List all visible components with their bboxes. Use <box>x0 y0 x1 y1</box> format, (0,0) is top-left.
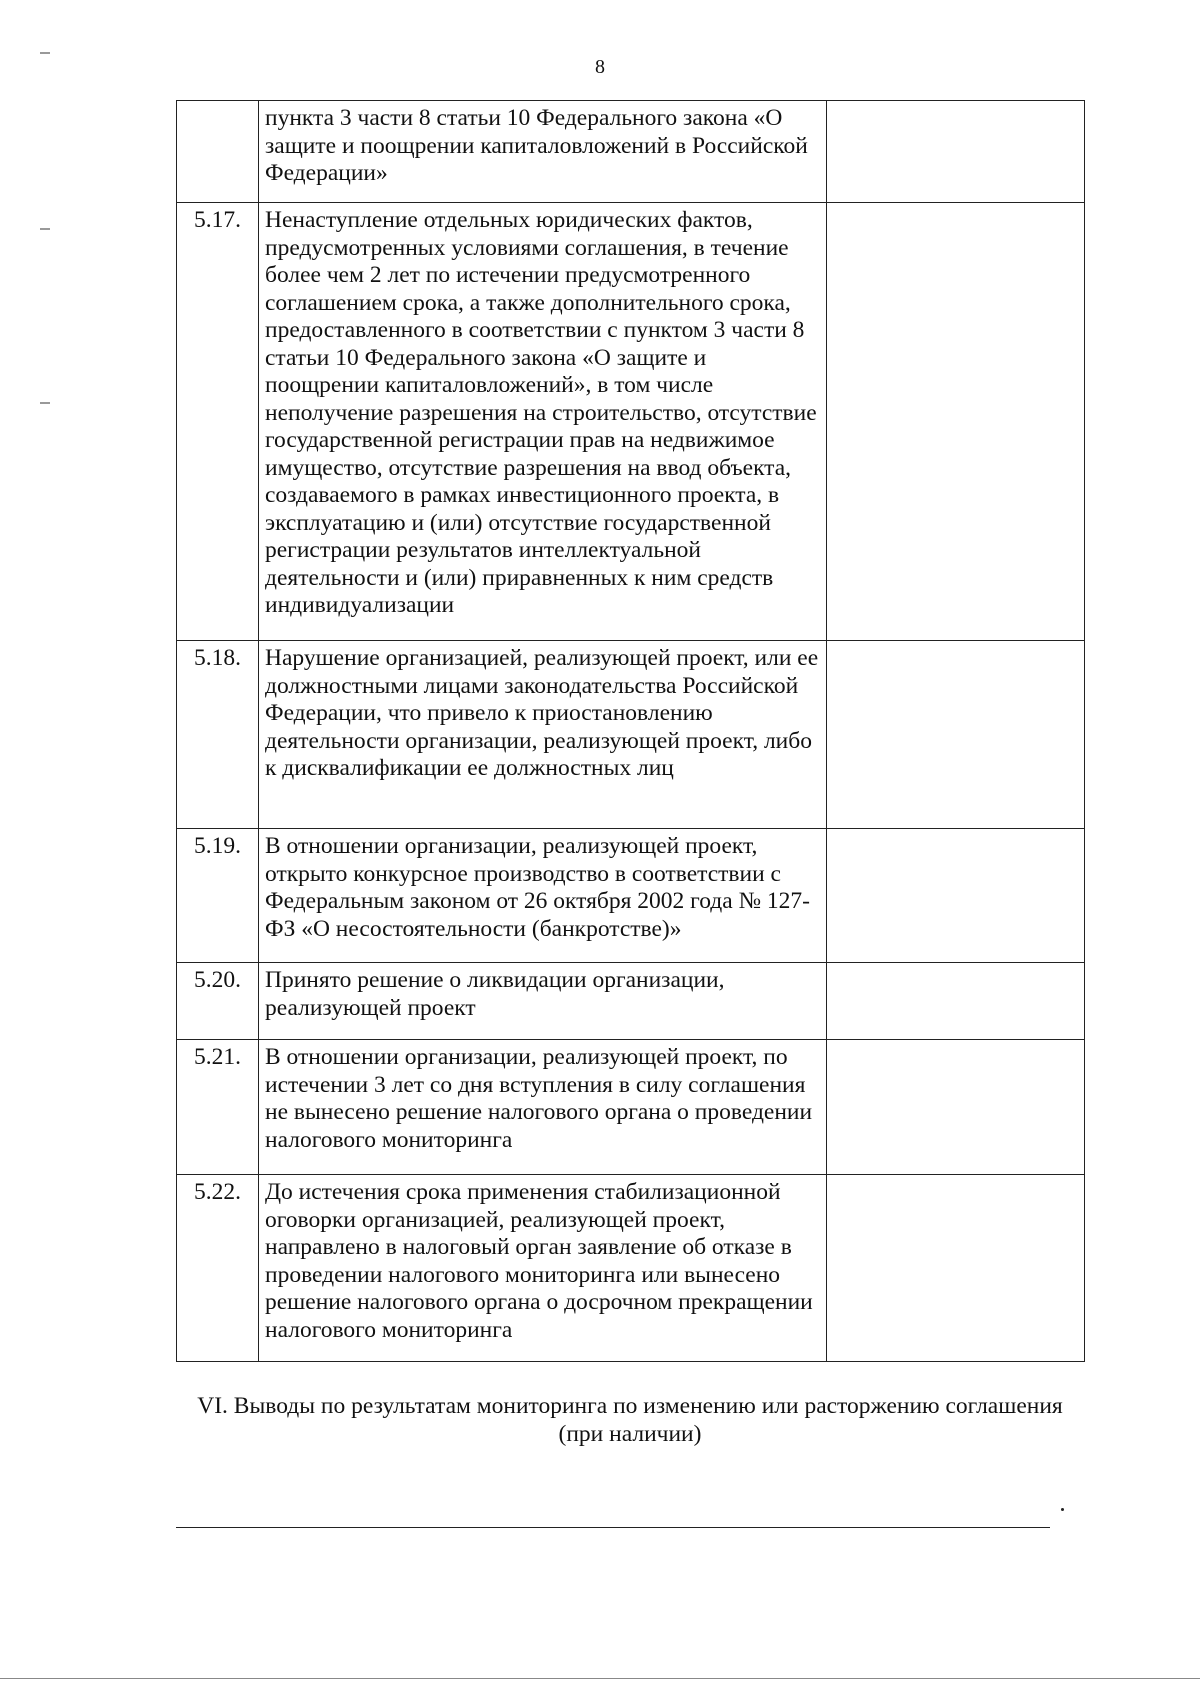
table-row <box>177 641 1085 829</box>
section-heading <box>176 1392 1084 1448</box>
scan-artifact <box>40 228 50 230</box>
row-text: пункта 3 части 8 статьи 10 Федерального закона «О защите и поощрении капиталовложений в Российской Федерации» <box>259 101 827 203</box>
row-number: 5.19. <box>177 829 259 963</box>
row-text: В отношении организации, реализующей проект, по истечении 3 лет со дня вступления в силу соглашения не вынесено решение налогового органа о проведении налогового мониторинга <box>259 1040 827 1175</box>
row-number: 5.20. <box>177 963 259 1040</box>
row-value-cell <box>827 203 1085 641</box>
table-row <box>177 1175 1085 1362</box>
table-row <box>177 1040 1085 1175</box>
row-number <box>177 101 259 203</box>
row-number: 5.17. <box>177 203 259 641</box>
row-number: 5.22. <box>177 1175 259 1362</box>
table-row <box>177 101 1085 203</box>
section-heading-line2: (при наличии) <box>558 1421 702 1447</box>
table-row <box>177 963 1085 1040</box>
table-row <box>177 829 1085 963</box>
row-text: Ненаступление отдельных юридических фактов, предусмотренных условиями соглашения, в течение более чем 2 лет по истечении предусмотренного соглашением срока, а также дополнительного срока, предоставленного в соответствии с пунктом 3 части 8 статьи 10 Федерального закона «О защите и поощрении капиталовложений», в том числе неполучение разрешения на строительство, отсутствие государственной регистрации прав на недвижимое имущество, отсутствие разрешения на ввод объекта, создаваемого в рамках инвестиционного проекта, в эксплуатацию и (или) отсутствие государственной регистрации результатов интеллектуальной деятельности и (или) приравненных к ним средств индивидуализации <box>259 203 827 641</box>
page-number: 8 <box>595 56 605 78</box>
row-value-cell <box>827 1040 1085 1175</box>
row-number: 5.21. <box>177 1040 259 1175</box>
section-heading-line1: VI. Выводы по результатам мониторинга по изменению или расторжению соглашения <box>197 1393 1063 1419</box>
scan-artifact <box>40 52 50 54</box>
row-text: До истечения срока применения стабилизационной оговорки организацией, реализующей проект, направлено в налоговый орган заявление об отказе в проведении налогового мониторинга или вынесено решение налогового органа о досрочном прекращении налогового мониторинга <box>259 1175 827 1362</box>
row-text: Нарушение организацией, реализующей проект, или ее должностными лицами законодательства Российской Федерации, что привело к приостановлению деятельности организации, реализующей проект, либо к дисквалификации ее должностных лиц <box>259 641 827 829</box>
row-value-cell <box>827 829 1085 963</box>
row-value-cell <box>827 641 1085 829</box>
fill-in-line <box>176 1527 1050 1528</box>
table-row <box>177 203 1085 641</box>
row-text: Принято решение о ликвидации организации, реализующей проект <box>259 963 827 1040</box>
criteria-table <box>176 100 1085 1362</box>
page-bottom-rule <box>0 1678 1200 1679</box>
scan-artifact <box>40 402 50 404</box>
row-number: 5.18. <box>177 641 259 829</box>
row-value-cell <box>827 963 1085 1040</box>
row-value-cell <box>827 101 1085 203</box>
row-value-cell <box>827 1175 1085 1362</box>
dot-mark <box>1061 1508 1064 1511</box>
row-text: В отношении организации, реализующей проект, открыто конкурсное производство в соответствии с Федеральным законом от 26 октября 2002 года № 127-ФЗ «О несостоятельности (банкротстве)» <box>259 829 827 963</box>
